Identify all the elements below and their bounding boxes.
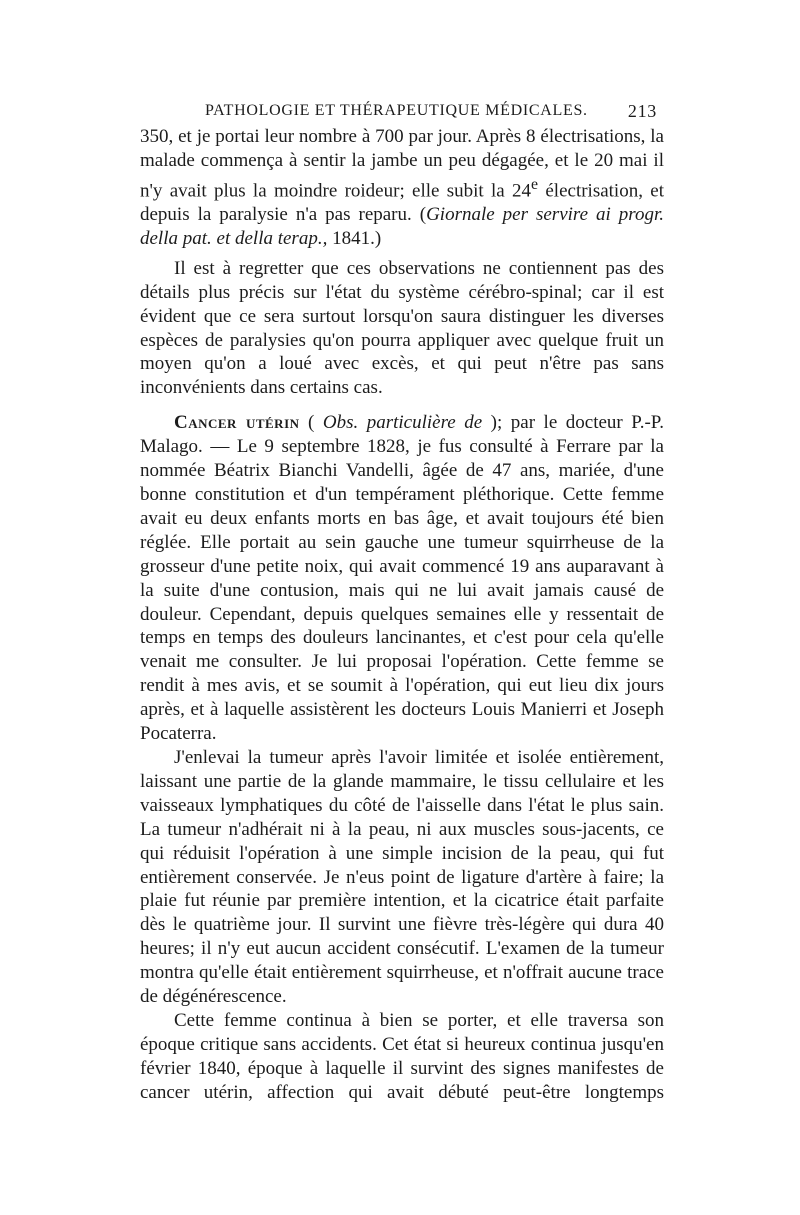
- page-number: 213: [627, 101, 657, 121]
- paragraph-operation: [140, 746, 664, 1009]
- text-body: [140, 125, 664, 1105]
- paragraph-commentary: [140, 257, 664, 400]
- citation-year: 1841.): [327, 227, 382, 249]
- paragraph-text: ); par le docteur P.-P. Malago. — Le 9 septembre 1828, je fus consulté à Ferrare par la nommée Béatrix Bianchi Vandelli, âgée de 47 ans, mariée, d'une bonne constitution et d'un tempérament pléthorique. Cette femme avait eu deux enfants morts en bas âge, et avait toujours été bien réglée. Elle portait au sein gauche une tumeur squirrheuse de la grosseur d'une petite noix, qui avait commencé 19 ans auparavant à la suite d'une contusion, mais qui ne lui avait jamais causé de douleur. Cependant, depuis quelques semaines elle y ressentait de temps en temps des douleurs lancinantes, et c'est pour cela qu'elle venait me consulter. Je lui proposai l'opération. Cette femme se rendit à mes avis, et se soumit à l'opération, qui eut lieu dix jours après, et à laquelle assistèrent les docteurs Louis Manierri et Joseph Pocaterra.: [140, 412, 664, 745]
- paragraph-text: (: [299, 412, 323, 434]
- paragraph-text: 350, et je portai leur nombre à 700 par jour. Après 8 électrisations, la malade commença à sentir la jambe un peu dégagée, et le 20 mai il n'y avait plus la moindre roideur; elle subit la 24: [140, 126, 664, 202]
- paragraph-text: J'enlevai la tumeur après l'avoir limitée et isolée entièrement, laissant une partie de la glande mammaire, le tissu cellulaire et les vaisseaux lymphatiques du côté de l'aisselle dans l'état le plus sain. La tumeur n'adhérait ni à la peau, ni aux muscles sous-jacents, ce qui réduisit l'opération à une simple incision de la peau, qui fut entièrement conservée. Je n'eus point de ligature d'artère à faire; la plaie fut réunie par première intention, et la cicatrice était parfaite dès le quatrième jour. Il survint une fièvre très-légère qui dura 40 heures; il n'y eut aucun accident consécutif. L'examen de la tumeur montra qu'elle était entièrement squirrheuse, et n'offrait aucune trace de dégénérescence.: [140, 746, 664, 1008]
- paragraph-continuation: [140, 125, 664, 251]
- paragraph-text: Il est à regretter que ces observations ne contiennent pas des détails plus précis sur l'état du système cérébro-spinal; car il est évident que ce sera surtout lorsqu'on saura distinguer les diverses espèces de paralysies qu'on pourra appliquer avec quelque fruit un moyen qu'on a loué avec excès, et qui peut n'être pas sans inconvénients dans certains cas.: [140, 257, 664, 399]
- ordinal-superscript: e: [531, 175, 539, 193]
- paragraph-case-report: [140, 411, 664, 746]
- paragraph-followup: [140, 1009, 664, 1105]
- running-title: PATHOLOGIE ET THÉRAPEUTIQUE MÉDICALES.: [205, 102, 588, 119]
- paragraph-text: électrisation, et depuis la paralysie n'a pas reparu. (: [140, 180, 664, 226]
- running-header: [205, 101, 657, 121]
- section-heading: Cancer utérin: [174, 412, 300, 434]
- observation-label: Obs. particulière de: [322, 412, 483, 434]
- journal-citation: Giornale per servire ai progr. della pat. et della terap.,: [140, 204, 664, 249]
- paragraph-text: Cette femme continua à bien se porter, et elle traversa son époque critique sans accidents. Cet état si heureux continua jusqu'en février 1840, époque à laquelle il survint des signes manifestes de cancer utérin, affection qui avait débuté peut-être longtemps: [140, 1009, 664, 1103]
